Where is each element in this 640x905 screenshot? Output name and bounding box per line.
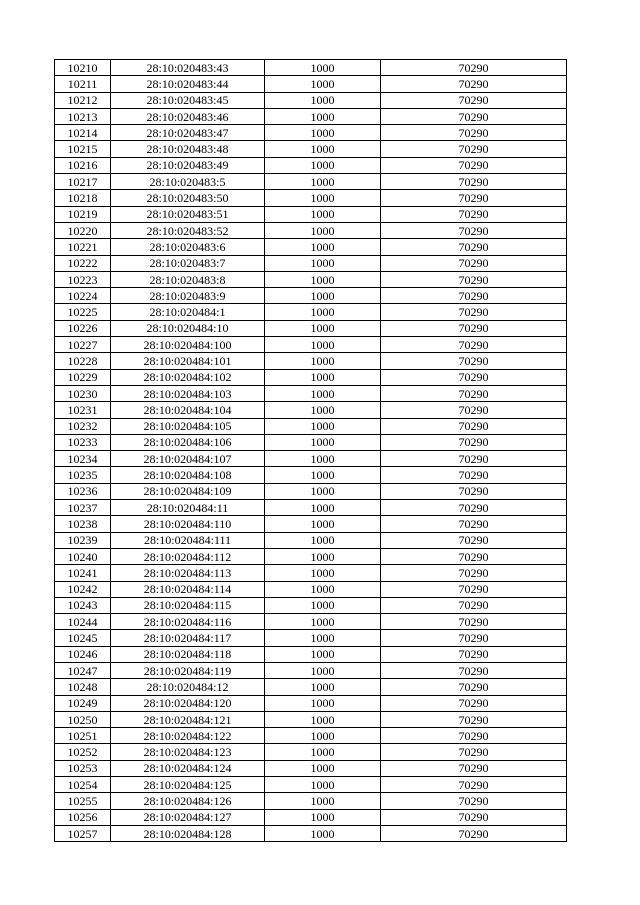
table-row [55,500,567,516]
value-cell: 70290 [381,777,567,793]
cadastral-number-cell: 28:10:020484:126 [111,793,265,809]
area-cell: 1000 [265,630,381,646]
value-cell: 70290 [381,565,567,581]
value-cell: 70290 [381,385,567,401]
value-cell: 70290 [381,467,567,483]
cadastral-number-cell: 28:10:020484:1 [111,304,265,320]
area-cell: 1000 [265,304,381,320]
cadastral-number-cell: 28:10:020483:45 [111,92,265,108]
row-number-cell: 10235 [55,467,111,483]
table-row [55,239,567,255]
value-cell: 70290 [381,581,567,597]
table-row [55,125,567,141]
area-cell: 1000 [265,288,381,304]
cadastral-number-cell: 28:10:020484:12 [111,679,265,695]
value-cell: 70290 [381,597,567,613]
cadastral-number-cell: 28:10:020484:104 [111,402,265,418]
area-cell: 1000 [265,255,381,271]
cadastral-number-cell: 28:10:020483:7 [111,255,265,271]
row-number-cell: 10210 [55,60,111,76]
cadastral-number-cell: 28:10:020484:117 [111,630,265,646]
row-number-cell: 10230 [55,385,111,401]
area-cell: 1000 [265,239,381,255]
area-cell: 1000 [265,483,381,499]
row-number-cell: 10253 [55,760,111,776]
row-number-cell: 10256 [55,809,111,825]
row-number-cell: 10232 [55,418,111,434]
value-cell: 70290 [381,337,567,353]
area-cell: 1000 [265,793,381,809]
area-cell: 1000 [265,565,381,581]
value-cell: 70290 [381,239,567,255]
cadastral-number-cell: 28:10:020483:9 [111,288,265,304]
value-cell: 70290 [381,679,567,695]
table-row [55,451,567,467]
area-cell: 1000 [265,614,381,630]
area-cell: 1000 [265,711,381,727]
value-cell: 70290 [381,418,567,434]
table-row [55,662,567,678]
cadastral-number-cell: 28:10:020483:6 [111,239,265,255]
row-number-cell: 10234 [55,451,111,467]
table-row [55,646,567,662]
cadastral-number-cell: 28:10:020484:127 [111,809,265,825]
cadastral-number-cell: 28:10:020484:102 [111,369,265,385]
row-number-cell: 10211 [55,76,111,92]
row-number-cell: 10236 [55,483,111,499]
cadastral-number-cell: 28:10:020484:124 [111,760,265,776]
area-cell: 1000 [265,548,381,564]
row-number-cell: 10213 [55,108,111,124]
table-row [55,434,567,450]
row-number-cell: 10219 [55,206,111,222]
table-row [55,108,567,124]
table-body [55,60,567,842]
row-number-cell: 10220 [55,222,111,238]
table-row [55,777,567,793]
row-number-cell: 10239 [55,532,111,548]
cadastral-number-cell: 28:10:020483:47 [111,125,265,141]
table-row [55,532,567,548]
table-row [55,190,567,206]
table-row [55,597,567,613]
row-number-cell: 10231 [55,402,111,418]
area-cell: 1000 [265,809,381,825]
table-row [55,711,567,727]
value-cell: 70290 [381,695,567,711]
value-cell: 70290 [381,728,567,744]
cadastral-number-cell: 28:10:020484:10 [111,320,265,336]
value-cell: 70290 [381,744,567,760]
value-cell: 70290 [381,825,567,841]
table-row [55,581,567,597]
row-number-cell: 10241 [55,565,111,581]
table-row [55,92,567,108]
value-cell: 70290 [381,614,567,630]
row-number-cell: 10223 [55,271,111,287]
area-cell: 1000 [265,60,381,76]
table-row [55,320,567,336]
row-number-cell: 10243 [55,597,111,613]
cadastral-number-cell: 28:10:020484:109 [111,483,265,499]
cadastral-number-cell: 28:10:020484:100 [111,337,265,353]
area-cell: 1000 [265,353,381,369]
table-row [55,60,567,76]
table-row [55,565,567,581]
data-table [54,59,567,842]
area-cell: 1000 [265,760,381,776]
row-number-cell: 10238 [55,516,111,532]
area-cell: 1000 [265,125,381,141]
value-cell: 70290 [381,516,567,532]
area-cell: 1000 [265,679,381,695]
table-row [55,76,567,92]
table-row [55,288,567,304]
row-number-cell: 10217 [55,174,111,190]
cadastral-number-cell: 28:10:020484:123 [111,744,265,760]
cadastral-number-cell: 28:10:020484:121 [111,711,265,727]
value-cell: 70290 [381,483,567,499]
cadastral-number-cell: 28:10:020484:105 [111,418,265,434]
cadastral-number-cell: 28:10:020484:11 [111,500,265,516]
area-cell: 1000 [265,271,381,287]
value-cell: 70290 [381,174,567,190]
table-row [55,385,567,401]
cadastral-number-cell: 28:10:020484:106 [111,434,265,450]
cadastral-number-cell: 28:10:020484:128 [111,825,265,841]
value-cell: 70290 [381,125,567,141]
area-cell: 1000 [265,516,381,532]
area-cell: 1000 [265,174,381,190]
value-cell: 70290 [381,222,567,238]
table-row [55,222,567,238]
row-number-cell: 10252 [55,744,111,760]
row-number-cell: 10227 [55,337,111,353]
cadastral-number-cell: 28:10:020483:8 [111,271,265,287]
value-cell: 70290 [381,108,567,124]
row-number-cell: 10240 [55,548,111,564]
value-cell: 70290 [381,548,567,564]
area-cell: 1000 [265,402,381,418]
value-cell: 70290 [381,320,567,336]
value-cell: 70290 [381,190,567,206]
cadastral-number-cell: 28:10:020484:119 [111,662,265,678]
area-cell: 1000 [265,532,381,548]
table-row [55,206,567,222]
table-row [55,369,567,385]
area-cell: 1000 [265,206,381,222]
row-number-cell: 10245 [55,630,111,646]
area-cell: 1000 [265,581,381,597]
area-cell: 1000 [265,92,381,108]
row-number-cell: 10246 [55,646,111,662]
table-row [55,760,567,776]
cadastral-number-cell: 28:10:020483:50 [111,190,265,206]
value-cell: 70290 [381,271,567,287]
row-number-cell: 10244 [55,614,111,630]
area-cell: 1000 [265,108,381,124]
value-cell: 70290 [381,60,567,76]
cadastral-number-cell: 28:10:020484:103 [111,385,265,401]
cadastral-number-cell: 28:10:020483:44 [111,76,265,92]
area-cell: 1000 [265,141,381,157]
cadastral-number-cell: 28:10:020484:110 [111,516,265,532]
table-row [55,157,567,173]
table-row [55,695,567,711]
cadastral-number-cell: 28:10:020483:43 [111,60,265,76]
table-row [55,744,567,760]
cadastral-number-cell: 28:10:020484:107 [111,451,265,467]
row-number-cell: 10228 [55,353,111,369]
area-cell: 1000 [265,467,381,483]
table-row [55,825,567,841]
table-row [55,793,567,809]
row-number-cell: 10237 [55,500,111,516]
row-number-cell: 10212 [55,92,111,108]
row-number-cell: 10247 [55,662,111,678]
area-cell: 1000 [265,662,381,678]
table-row [55,548,567,564]
table-row [55,630,567,646]
area-cell: 1000 [265,451,381,467]
row-number-cell: 10224 [55,288,111,304]
cadastral-number-cell: 28:10:020483:48 [111,141,265,157]
cadastral-number-cell: 28:10:020484:116 [111,614,265,630]
value-cell: 70290 [381,434,567,450]
cadastral-number-cell: 28:10:020483:52 [111,222,265,238]
table-row [55,174,567,190]
row-number-cell: 10215 [55,141,111,157]
value-cell: 70290 [381,76,567,92]
area-cell: 1000 [265,369,381,385]
value-cell: 70290 [381,288,567,304]
row-number-cell: 10221 [55,239,111,255]
table-row [55,418,567,434]
value-cell: 70290 [381,304,567,320]
table-row [55,483,567,499]
area-cell: 1000 [265,385,381,401]
cadastral-number-cell: 28:10:020484:118 [111,646,265,662]
area-cell: 1000 [265,744,381,760]
row-number-cell: 10255 [55,793,111,809]
cadastral-number-cell: 28:10:020484:114 [111,581,265,597]
value-cell: 70290 [381,646,567,662]
value-cell: 70290 [381,451,567,467]
row-number-cell: 10226 [55,320,111,336]
cadastral-number-cell: 28:10:020484:108 [111,467,265,483]
table-row [55,271,567,287]
table-row [55,337,567,353]
area-cell: 1000 [265,157,381,173]
row-number-cell: 10257 [55,825,111,841]
row-number-cell: 10249 [55,695,111,711]
row-number-cell: 10216 [55,157,111,173]
area-cell: 1000 [265,695,381,711]
area-cell: 1000 [265,190,381,206]
area-cell: 1000 [265,434,381,450]
value-cell: 70290 [381,500,567,516]
table-row [55,614,567,630]
value-cell: 70290 [381,353,567,369]
cadastral-number-cell: 28:10:020484:101 [111,353,265,369]
value-cell: 70290 [381,157,567,173]
row-number-cell: 10250 [55,711,111,727]
table-row [55,679,567,695]
row-number-cell: 10251 [55,728,111,744]
table-row [55,728,567,744]
cadastral-number-cell: 28:10:020484:125 [111,777,265,793]
cadastral-number-cell: 28:10:020484:122 [111,728,265,744]
value-cell: 70290 [381,760,567,776]
table-row [55,304,567,320]
table-row [55,809,567,825]
table-row [55,402,567,418]
value-cell: 70290 [381,711,567,727]
cadastral-number-cell: 28:10:020483:49 [111,157,265,173]
area-cell: 1000 [265,728,381,744]
row-number-cell: 10214 [55,125,111,141]
value-cell: 70290 [381,402,567,418]
value-cell: 70290 [381,206,567,222]
value-cell: 70290 [381,255,567,271]
row-number-cell: 10254 [55,777,111,793]
table-row [55,516,567,532]
row-number-cell: 10225 [55,304,111,320]
row-number-cell: 10233 [55,434,111,450]
table-row [55,467,567,483]
area-cell: 1000 [265,825,381,841]
area-cell: 1000 [265,646,381,662]
value-cell: 70290 [381,532,567,548]
cadastral-number-cell: 28:10:020484:113 [111,565,265,581]
value-cell: 70290 [381,630,567,646]
cadastral-number-cell: 28:10:020484:111 [111,532,265,548]
cadastral-number-cell: 28:10:020484:120 [111,695,265,711]
area-cell: 1000 [265,777,381,793]
row-number-cell: 10248 [55,679,111,695]
cadastral-number-cell: 28:10:020484:112 [111,548,265,564]
cadastral-number-cell: 28:10:020483:46 [111,108,265,124]
value-cell: 70290 [381,369,567,385]
area-cell: 1000 [265,597,381,613]
value-cell: 70290 [381,141,567,157]
area-cell: 1000 [265,76,381,92]
row-number-cell: 10222 [55,255,111,271]
table-row [55,353,567,369]
value-cell: 70290 [381,809,567,825]
row-number-cell: 10229 [55,369,111,385]
value-cell: 70290 [381,662,567,678]
row-number-cell: 10218 [55,190,111,206]
row-number-cell: 10242 [55,581,111,597]
area-cell: 1000 [265,418,381,434]
cadastral-number-cell: 28:10:020483:5 [111,174,265,190]
area-cell: 1000 [265,222,381,238]
table-row [55,141,567,157]
area-cell: 1000 [265,320,381,336]
cadastral-number-cell: 28:10:020484:115 [111,597,265,613]
value-cell: 70290 [381,793,567,809]
area-cell: 1000 [265,337,381,353]
cadastral-number-cell: 28:10:020483:51 [111,206,265,222]
table-row [55,255,567,271]
value-cell: 70290 [381,92,567,108]
area-cell: 1000 [265,500,381,516]
